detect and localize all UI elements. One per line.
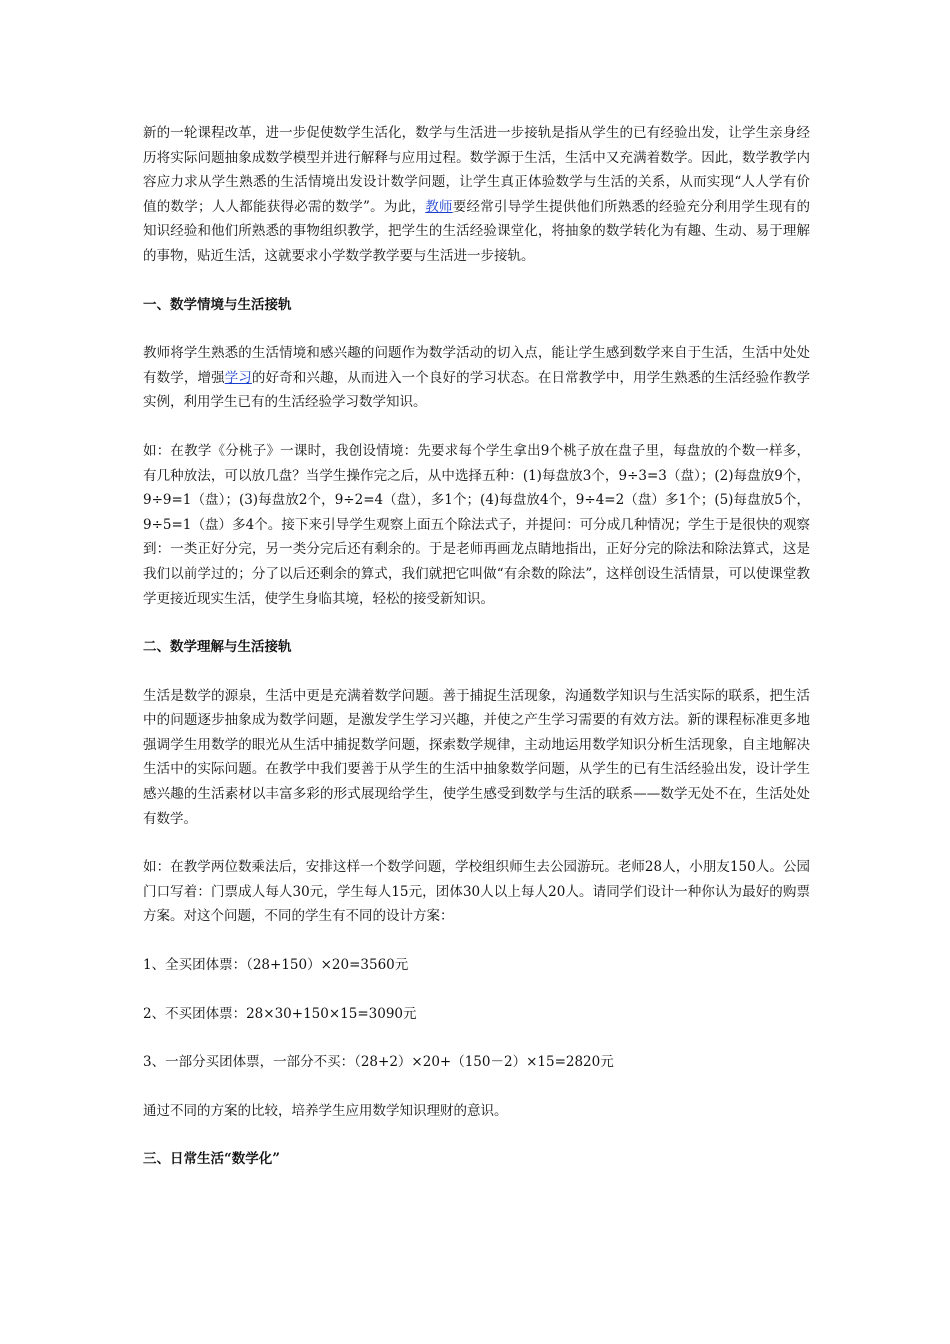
ticket-option-2: 2、不买团体票：28×30+150×15=3090元 (143, 1005, 417, 1022)
ticket-option-1: 1、全买团体票：（28+150）×20=3560元 (143, 957, 409, 974)
section2-paragraph-2: 如：在教学两位数乘法后，安排这样一个数学问题，学校组织师生去公园游玩。老师28人，小朋友150人。公园门口写着：门票成人每人30元，学生每人15元，团体30人以上每人20人。请同学们设计一种你认为最好的购票方案。对这个问题，不同的学生有不同的设计方案： (143, 859, 810, 925)
document-body (143, 121, 810, 1172)
section2-heading: 二、数学理解与生活接轨 (143, 639, 292, 656)
section2-conclusion: 通过不同的方案的比较，培养学生应用数学知识理财的意识。 (143, 1102, 508, 1119)
section1-paragraph-2: 如：在教学《分桃子》一课时，我创设情境：先要求每个学生拿出9个桃子放在盘子里，每盘放的个数一样多，有几种放法，可以放几盘？当学生操作完之后，从中选择五种：(1)每盘放3个，9÷3=3（盘）；(2)每盘放9个，9÷9=1（盘）；(3)每盘放2个，9÷2=4（盘），多1个；(4)每盘放4个，9÷4=2（盘）多1个；(5)每盘放5个，9÷5=1（盘）多4个。接下来引导学生观察上面五个除法式子，并提问：可分成几种情况；学生于是很快的观察到：一类正好分完，另一类分完后还有剩余的。于是老师再画龙点睛地指出，正好分完的除法和除法算式，这是我们以前学过的；分了以后还剩余的算式，我们就把它叫做“有余数的除法”，这样创设生活情景，可以使课堂教学更接近现实生活，使学生身临其境，轻松的接受新知识。 (143, 442, 810, 607)
section1-text-a: 教师将学生熟悉的生活情境和感兴趣的问题作为数学活动的切入点，能让学生感到数学来自于生活，生活中处处有数学，增强 (143, 345, 810, 386)
section2-paragraph-1: 生活是数学的源泉，生活中更是充满着数学问题。善于捕捉生活现象，沟通数学知识与生活实际的联系，把生活中的问题逐步抽象成为数学问题，是激发学生学习兴趣，并使之产生学习需要的有效方法。新的课程标准更多地强调学生用数学的眼光从生活中捕捉数学问题，探索数学规律，主动地运用数学知识分析生活现象，自主地解决生活中的实际问题。在教学中我们要善于从学生的生活中抽象数学问题，从学生的已有生活经验出发，设计学生感兴趣的生活素材以丰富多彩的形式展现给学生，使学生感受到数学与生活的联系——数学无处不在，生活处处有数学。 (143, 687, 810, 827)
section3-heading: 三、日常生活“数学化” (143, 1151, 281, 1168)
ticket-option-3: 3、一部分买团体票，一部分不买：（28+2）×20+（150－2）×15=2820元 (143, 1054, 614, 1071)
intro-paragraph (143, 121, 810, 269)
teacher-link[interactable]: 教师 (425, 198, 453, 215)
study-link[interactable]: 学习 (224, 369, 252, 386)
intro-text-b: 要经常引导学生提供他们所熟悉的经验充分利用学生现有的知识经验和他们所熟悉的事物组织教学，把学生的生活经验课堂化，将抽象的数学转化为有趣、生动、易于理解的事物，贴近生活，这就要求小学数学教学要与生活进一步接轨。 (143, 198, 811, 264)
section1-heading: 一、数学情境与生活接轨 (143, 296, 292, 313)
intro-text-a: 新的一轮课程改革，进一步促使数学生活化，数学与生活进一步接轨是指从学生的已有经验出发，让学生亲身经历将实际问题抽象成数学模型并进行解释与应用过程。数学源于生活，生活中又充满着数学。因此，数学教学内容应力求从学生熟悉的生活情境出发设计数学问题，让学生真正体验数学与生活的关系，从而实现“人人学有价值的数学；人人都能获得必需的数学”。为此， (143, 125, 810, 215)
section1-text-b: 的好奇和兴趣，从而进入一个良好的学习状态。在日常教学中，用学生熟悉的生活经验作教学实例，利用学生已有的生活经验学习数学知识。 (143, 369, 811, 411)
section1-paragraph-1 (143, 341, 810, 415)
